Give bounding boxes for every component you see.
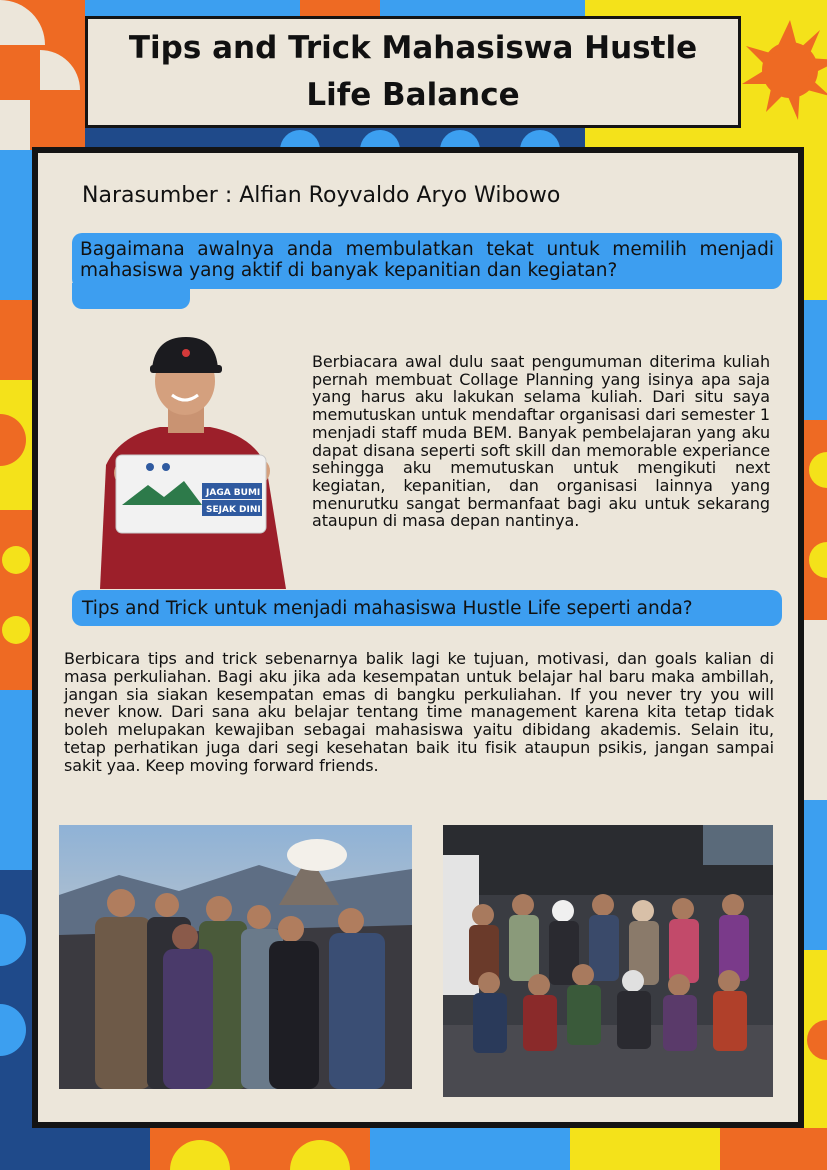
mountain-group-photo — [59, 825, 412, 1089]
question-2-box — [72, 590, 782, 626]
indoor-group-photo — [443, 825, 773, 1097]
title-box — [85, 16, 741, 128]
content-panel — [32, 147, 804, 1128]
page-title: Tips and Trick Mahasiswa Hustle Life Balance — [128, 30, 698, 113]
answer-2-text: Berbicara tips and trick sebenarnya balik lagi ke tujuan, motivasi, dan goals kalian di masa perkuliahan. Bagi aku jika ada kesempatan untuk belajar hal baru maka ambillah, jangan sia siakan kesempatan emas di bangku perkuliahan. If you never try you will never know. Dari sana aku belajar tentang time management karena kita tetap tidak boleh melupakan kewajiban sebagai mahasiswa yaitu dibidang akademis. Selain itu, tetap perhatikan juga dari segi kesehatan baik itu fisik ataupun psikis, jangan sampai sakit yaa. Keep moving forward friends. — [64, 649, 774, 775]
question-1-box — [72, 233, 782, 309]
portrait-photo — [80, 335, 292, 589]
question-1-highlight-tail — [72, 283, 190, 309]
question-1-text: Bagaimana awalnya anda membulatkan tekat untuk memilih menjadi mahasiswa yang aktif di banyak kepanitian dan kegiatan? — [80, 239, 774, 281]
banner-line-2: SEJAK DINI — [206, 505, 261, 515]
answer-1-text: Berbiacara awal dulu saat pengumuman diterima kuliah pernah membuat Collage Planning yang isinya apa saja yang harus aku lakukan selama kuliah. Dari situ saya memutuskan untuk mendaftar organisasi dari semester 1 menjadi staff muda BEM. Banyak pembelajaran yang aku dapat disana seperti soft skill dan memorable experiance sehingga aku memutuskan untuk mengikuti next kegiatan, kepanitian, dan organisasi lainnya yang menurutku sangat bermanfaat bagi aku untuk sekarang ataupun di masa depan nantinya. — [312, 352, 770, 531]
banner-line-1: JAGA BUMI — [206, 488, 261, 498]
narasumber-label: Narasumber : Alfian Royvaldo Aryo Wibowo — [82, 183, 561, 208]
question-2-text: Tips and Trick untuk menjadi mahasiswa Hustle Life seperti anda? — [82, 597, 693, 619]
